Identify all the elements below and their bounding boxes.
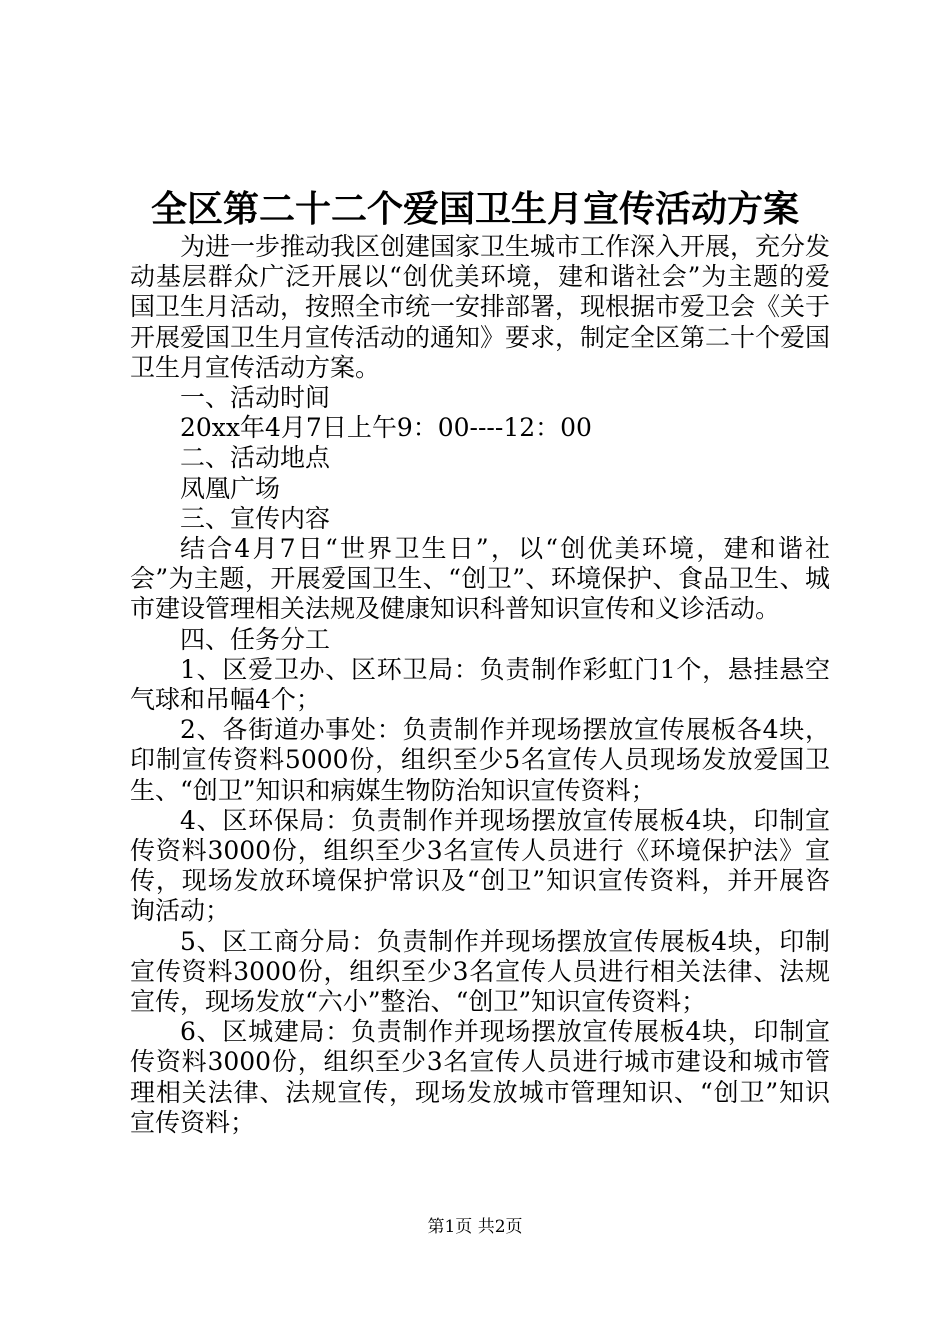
- paragraph-activity-location: 凤凰广场: [180, 473, 281, 503]
- task-item-4: 4、区环保局：负责制作并现场摆放宣传展板4块，印制宣传资料3000份，组织至少3名宣传人员进行《环境保护法》宣传，现场发放环境保护常识及“创卫”知识宣传资料，并开展咨询活动；: [130, 805, 830, 926]
- paragraph-publicity-content: 结合4月7日“世界卫生日”，以“创优美环境，建和谐社会”为主题，开展爱国卫生、“创卫”、环境保护、食品卫生、城市建设管理相关法规及健康知识科普知识宣传和义诊活动。: [130, 534, 830, 624]
- document-body: [130, 232, 830, 1138]
- heading-activity-location: 二、活动地点: [180, 443, 331, 473]
- task-item-1: 1、区爱卫办、区环卫局：负责制作彩虹门1个，悬挂悬空气球和吊幅4个；: [130, 654, 830, 715]
- paragraph-intro: 为进一步推动我区创建国家卫生城市工作深入开展，充分发动基层群众广泛开展以“创优美环境，建和谐社会”为主题的爱国卫生月活动，按照全市统一安排部署，现根据市爱卫会《关于开展爱国卫生月宣传活动的通知》要求，制定全区第二十个爱国卫生月宣传活动方案。: [130, 232, 831, 382]
- heading-task-division: 四、任务分工: [180, 624, 331, 654]
- heading-activity-time: 一、活动时间: [180, 383, 331, 413]
- document-title: 全区第二十二个爱国卫生月宣传活动方案: [150, 188, 799, 230]
- page-footer: 第1页 共2页: [427, 1217, 523, 1237]
- task-item-6: 6、区城建局：负责制作并现场摆放宣传展板4块，印制宣传资料3000份，组织至少3名宣传人员进行城市建设和城市管理相关法律、法规宣传，现场发放城市管理知识、“创卫”知识宣传资料；: [130, 1017, 830, 1137]
- task-item-5: 5、区工商分局：负责制作并现场摆放宣传展板4块，印制宣传资料3000份，组织至少3名宣传人员进行相关法律、法规宣传，现场发放“六小”整治、“创卫”知识宣传资料；: [130, 926, 830, 1017]
- task-item-2: 2、各街道办事处：负责制作并现场摆放宣传展板各4块，印制宣传资料5000份，组织至少5名宣传人员现场发放爱国卫生、“创卫”知识和病媒生物防治知识宣传资料；: [130, 715, 830, 805]
- paragraph-activity-time: 20xx年4月7日上午9：00----12：00: [180, 413, 592, 443]
- heading-publicity-content: 三、宣传内容: [180, 503, 331, 533]
